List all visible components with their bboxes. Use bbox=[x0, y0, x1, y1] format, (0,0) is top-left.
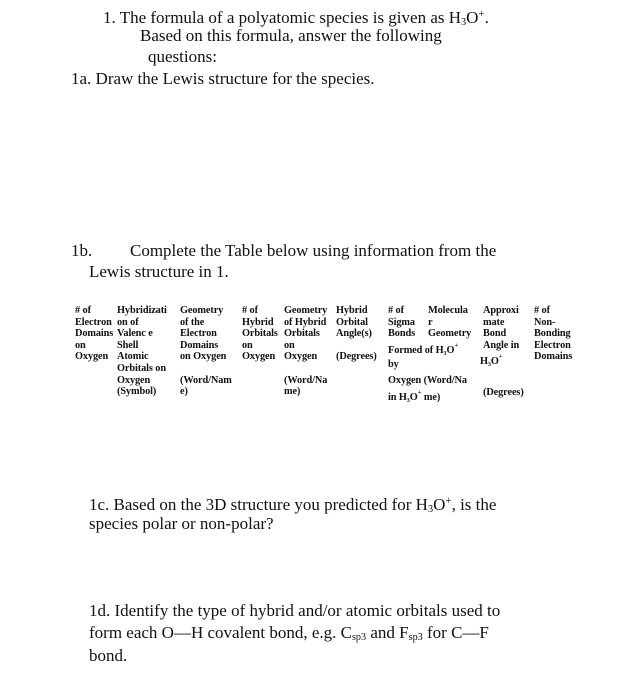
q1c-text: 1c. Based on the 3D structure you predicted for H bbox=[89, 495, 428, 514]
header-line: Angle(s) bbox=[336, 328, 372, 340]
q1-text: 1. The formula of a polyatomic species is given as H bbox=[103, 8, 462, 27]
header-text: Formed of H bbox=[388, 344, 444, 356]
table-col-hybridization bbox=[117, 305, 167, 398]
header-line: Oxygen bbox=[75, 351, 109, 363]
header-text: (Word/Na bbox=[423, 375, 467, 386]
header-line bbox=[284, 363, 327, 375]
header-line: Orbitals on bbox=[117, 362, 166, 374]
header-line: # of bbox=[75, 305, 91, 316]
charge-plus: + bbox=[445, 495, 452, 507]
header-line: Electron bbox=[180, 328, 217, 340]
oxygen-symbol: O bbox=[433, 495, 446, 514]
subscript-3: 3 bbox=[443, 349, 447, 357]
header-line: mate bbox=[483, 316, 505, 328]
period: . bbox=[484, 8, 489, 27]
header-line: Bonding bbox=[534, 328, 571, 340]
question-1-line-2: Based on this formula, answer the following bbox=[140, 26, 442, 45]
oxygen-symbol: O bbox=[466, 8, 479, 27]
header-text: me) bbox=[423, 392, 441, 403]
header-line: (Symbol) bbox=[117, 386, 157, 398]
question-1b-number: 1b. bbox=[71, 241, 93, 260]
header-line: Geometry bbox=[180, 305, 224, 316]
header-line: Hybrid bbox=[242, 316, 274, 328]
header-line: me) bbox=[284, 386, 301, 398]
charge-plus: + bbox=[454, 341, 459, 349]
header-line: r bbox=[428, 316, 433, 328]
table-col-nonbonding-domains bbox=[534, 305, 572, 363]
subscript-3: 3 bbox=[427, 504, 434, 515]
q1d-text: and F bbox=[366, 623, 409, 642]
header-line: Electron bbox=[534, 339, 571, 351]
header-line: Sigma bbox=[388, 316, 415, 328]
header-line bbox=[336, 340, 377, 352]
header-line: Valenc e bbox=[117, 328, 153, 340]
table-col-hybrid-orbitals bbox=[242, 305, 278, 363]
header-line: on of bbox=[117, 316, 139, 328]
header-line: Oxygen bbox=[284, 351, 318, 363]
question-1a: 1a. Draw the Lewis structure for the species. bbox=[71, 69, 375, 88]
header-line: of the bbox=[180, 316, 205, 328]
question-1-line-3: questions: bbox=[148, 47, 217, 66]
header-line: # of bbox=[388, 305, 404, 316]
table-col-approx-bond-angle bbox=[483, 305, 519, 351]
header-line: Shell bbox=[117, 339, 139, 351]
table-col-hybrid-angle bbox=[336, 305, 377, 363]
header-text: in H bbox=[388, 392, 407, 403]
header-line: on Oxygen bbox=[180, 351, 227, 363]
header-line: Orbitals bbox=[242, 328, 278, 340]
header-line: Hybrid bbox=[336, 305, 368, 316]
header-line: Domains bbox=[534, 351, 573, 363]
q1c-text-end: , is the bbox=[451, 495, 497, 514]
header-line: # of bbox=[534, 305, 550, 316]
header-line: Non- bbox=[534, 316, 556, 328]
subscript-sp3: sp3 bbox=[408, 632, 423, 643]
header-line: # of bbox=[242, 305, 258, 316]
header-line: Hybridizati bbox=[117, 305, 167, 316]
header-line: Angle in bbox=[483, 339, 520, 351]
header-line: Oxygen bbox=[117, 374, 151, 386]
header-line: Bonds bbox=[388, 328, 415, 340]
question-1d-line-1: 1d. Identify the type of hybrid and/or atomic orbitals used to bbox=[89, 601, 501, 620]
header-line: Geometry bbox=[428, 328, 472, 340]
header-line: on bbox=[75, 339, 86, 351]
header-line: e) bbox=[180, 386, 188, 398]
header-line: Electron bbox=[75, 316, 112, 328]
header-line: on bbox=[242, 339, 253, 351]
header-line-h3o: $H_3O^+$ bbox=[480, 353, 503, 369]
question-1b-line-1: Complete the Table below using information from the bbox=[130, 241, 497, 260]
header-line: by bbox=[388, 359, 399, 371]
header-line: Geometry bbox=[284, 305, 328, 316]
header-line: (Degrees) bbox=[336, 351, 377, 363]
question-1c-line-2: species polar or non-polar? bbox=[89, 514, 274, 533]
question-1d-line-3: bond. bbox=[89, 646, 128, 665]
header-line: Orbital bbox=[336, 316, 368, 328]
subscript-sp3: sp3 bbox=[351, 632, 367, 643]
header-line: Molecula bbox=[428, 305, 468, 316]
header-text: Oxygen bbox=[388, 375, 422, 386]
header-line: Bond bbox=[483, 328, 507, 340]
header-line: (Word/Na bbox=[284, 374, 328, 386]
table-col-hybrid-geometry bbox=[284, 305, 327, 398]
header-line: Orbitals bbox=[284, 328, 320, 340]
question-1d-line-2 bbox=[89, 622, 489, 648]
q1d-text: form each O—H covalent bond, e.g. C bbox=[89, 623, 352, 642]
header-line: Atomic bbox=[117, 351, 149, 363]
table-col-electron-geometry bbox=[180, 305, 232, 398]
table-col-electron-domains bbox=[75, 305, 113, 363]
header-line: Oxygen bbox=[242, 351, 276, 363]
charge-plus: + bbox=[478, 8, 485, 20]
header-line: (Word/Nam bbox=[180, 374, 232, 386]
q1d-text: for C—F bbox=[422, 623, 489, 642]
header-line: Domains bbox=[180, 339, 219, 351]
header-oxygen-wordna bbox=[388, 375, 467, 387]
oxygen-symbol: O bbox=[446, 344, 455, 356]
header-line: on bbox=[284, 339, 295, 351]
subscript-3: 3 bbox=[461, 17, 467, 28]
header-in-h3o-me: in $H_3O^+$ me) bbox=[388, 389, 441, 404]
header-line bbox=[180, 363, 232, 375]
header-line: Domains bbox=[75, 328, 114, 340]
question-1b-line-2: Lewis structure in 1. bbox=[89, 262, 229, 281]
header-line: of Hybrid bbox=[284, 316, 327, 328]
header-degrees: (Degrees) bbox=[483, 387, 524, 398]
header-line: Approxi bbox=[483, 305, 519, 316]
